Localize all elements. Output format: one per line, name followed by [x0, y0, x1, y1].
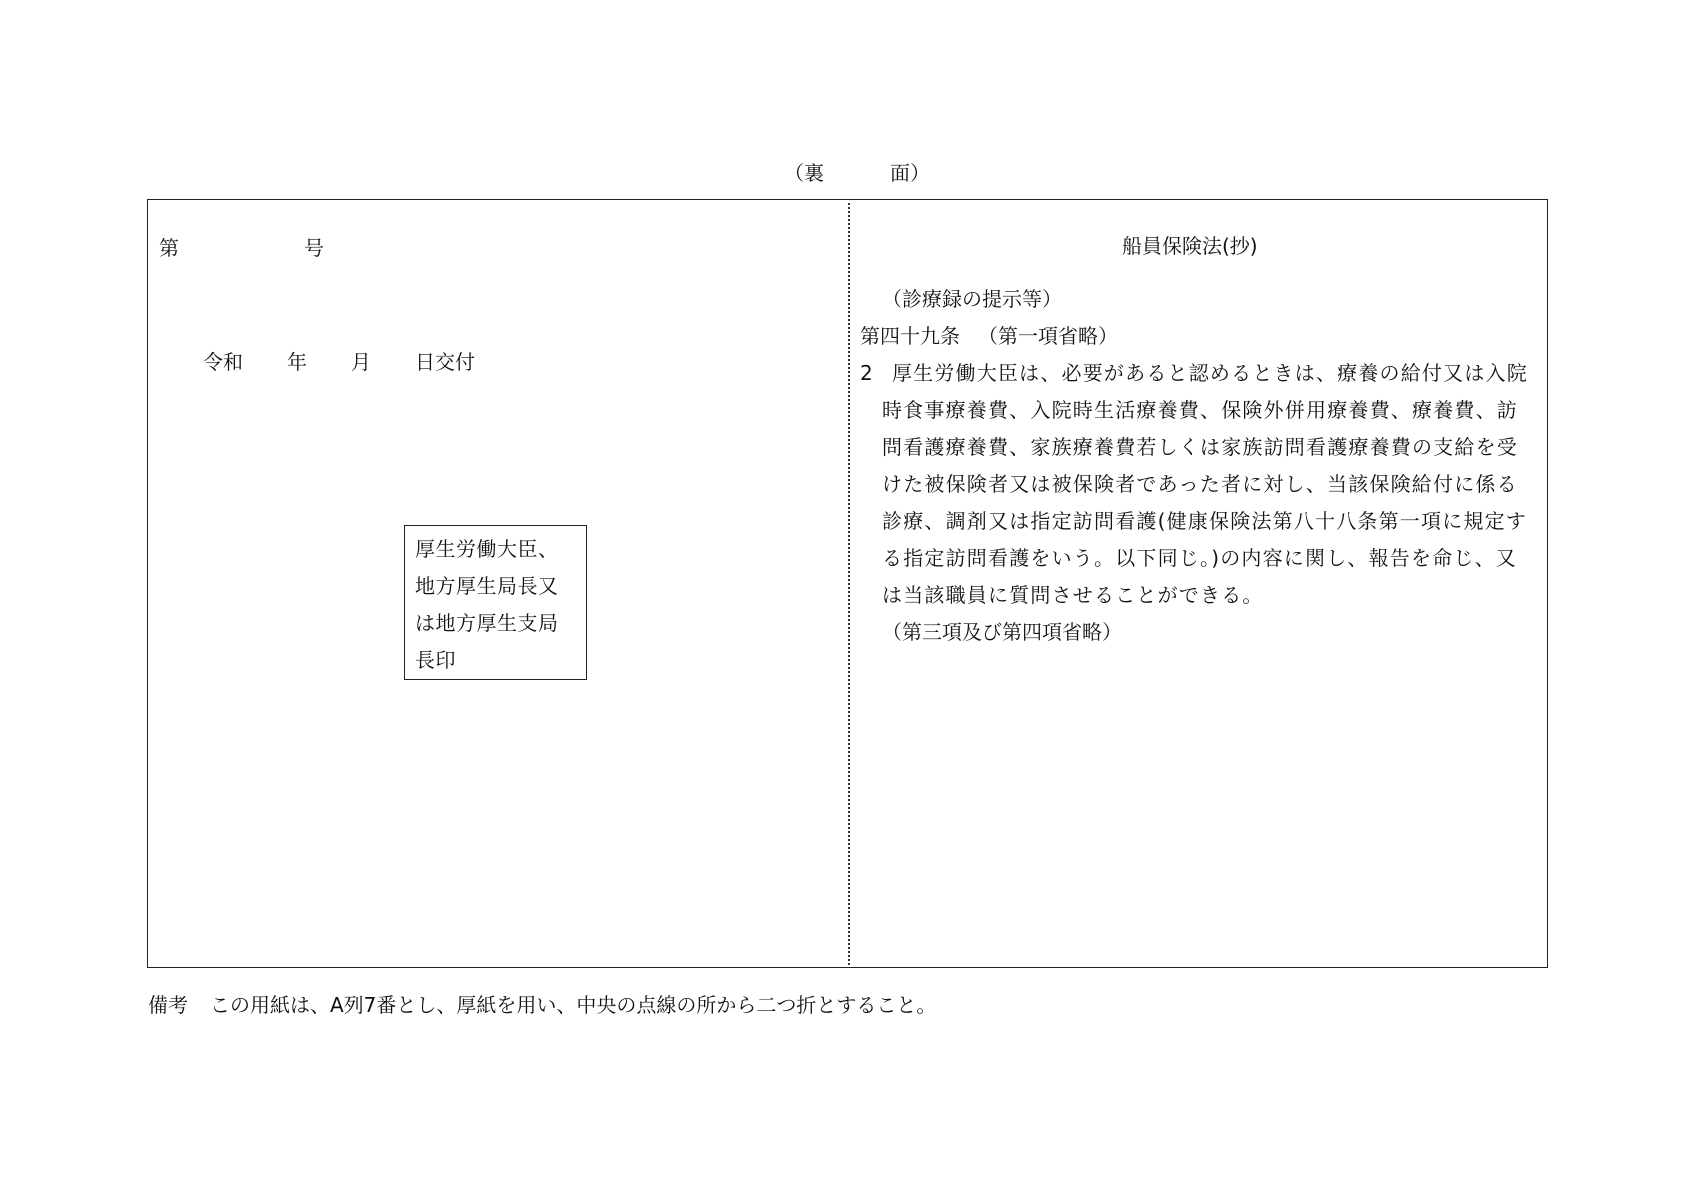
remark-label: 備考 — [148, 993, 188, 1017]
remark — [148, 989, 936, 1018]
paragraph-line: けた被保険者又は被保険者であった者に対し、当該保険給付に係る — [882, 472, 1518, 496]
paragraph-line: 問看護療養費、家族療養費若しくは家族訪問看護療養費の支給を受 — [882, 435, 1518, 459]
article-number: 第四十九条 — [860, 324, 960, 348]
issue-date — [203, 344, 475, 381]
seal-line: 厚生労働大臣、 — [415, 537, 559, 561]
face-label-open: （裏 — [784, 161, 824, 185]
law-title: 船員保険法(抄) — [1122, 234, 1258, 258]
seal-line: 地方厚生局長又 — [415, 574, 559, 598]
year-label: 年 — [287, 350, 307, 374]
paragraph-line — [860, 355, 1540, 392]
seal-line: は地方厚生支局 — [415, 611, 559, 635]
fold-line — [848, 203, 850, 965]
article-line — [860, 318, 1540, 355]
paragraph-line: は当該職員に質問させることができる。 — [882, 583, 1264, 607]
remark-text: この用紙は、A列7番とし、厚紙を用い、中央の点線の所から二つ折とすること。 — [210, 993, 937, 1017]
era-label: 令和 — [203, 350, 243, 374]
paragraph-line: 時食事療養費、入院時生活療養費、保険外併用療養費、療養費、訪 — [882, 398, 1518, 422]
paragraph-number: 2 — [860, 361, 874, 385]
article-heading: （診療録の提示等） — [882, 287, 1062, 311]
seal-box — [404, 525, 587, 680]
certificate-number — [159, 230, 324, 267]
paragraph-text: 厚生労働大臣は、必要があると認めるときは、療養の給付又は入院 — [891, 361, 1528, 385]
paragraph-line: 診療、調剤又は指定訪問看護(健康保険法第八十八条第一項に規定す — [882, 509, 1528, 533]
seal-line: 長印 — [415, 648, 456, 672]
face-label-close: 面） — [890, 161, 930, 185]
number-prefix: 第 — [159, 236, 179, 260]
month-label: 月 — [351, 350, 371, 374]
paragraph-line: る指定訪問看護をいう。以下同じ。)の内容に関し、報告を命じ、又 — [882, 546, 1518, 570]
law-excerpt — [860, 281, 1540, 651]
article-omit: （第一項省略） — [978, 324, 1118, 348]
number-suffix: 号 — [304, 236, 324, 260]
face-label — [784, 157, 930, 186]
closing-omit: （第三項及び第四項省略） — [882, 620, 1122, 644]
day-issued-label: 日交付 — [415, 350, 475, 374]
